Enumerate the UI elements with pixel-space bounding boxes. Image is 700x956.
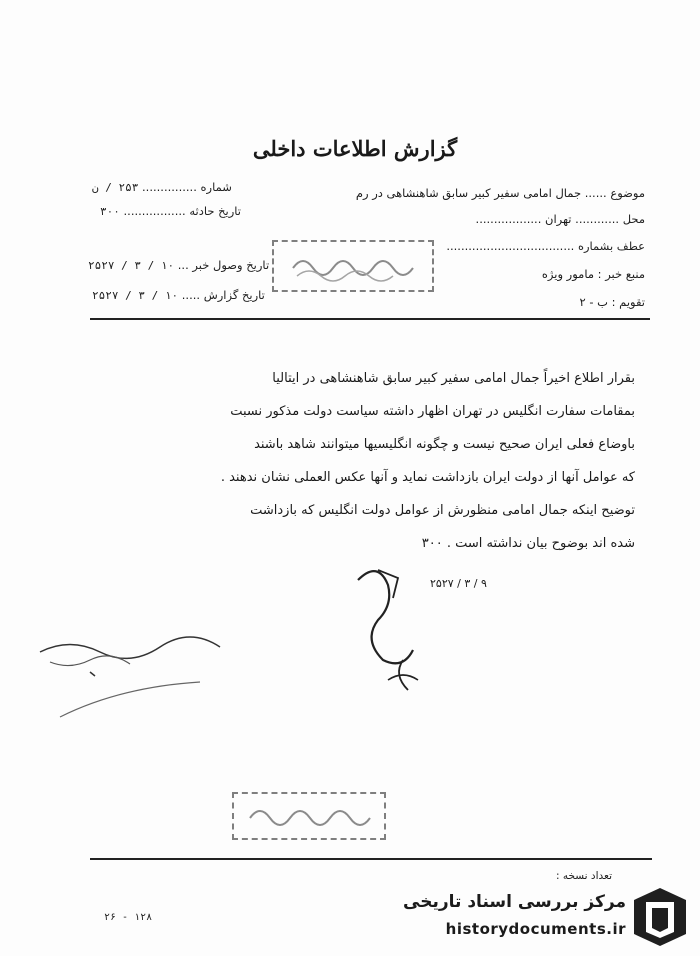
body-line: بقرار اطلاع اخیراً جمال امامی سفیر کبیر سابق شاهنشاهی در ایتالیا — [272, 371, 635, 386]
number-label: شماره — [200, 180, 232, 194]
classification-stamp-top — [272, 240, 434, 292]
incident-date-field: تاریخ حادثه ................. ۳۰۰ — [100, 204, 241, 218]
incident-date-value: ۳۰۰ — [100, 205, 120, 218]
signature-scribble-left — [30, 622, 240, 742]
rating-field: تقویم : ب - ۲ — [579, 295, 645, 309]
signature-scribble-right — [348, 560, 438, 700]
place-label: محل — [622, 212, 645, 226]
rating-value: ب - ۲ — [579, 295, 608, 309]
received-date-label: تاریخ وصول خبر — [192, 258, 270, 272]
handwritten-date-note: ۹ / ۳ / ۲۵۲۷ — [430, 577, 487, 590]
classification-stamp-bottom — [232, 792, 386, 840]
archive-logo — [403, 886, 688, 950]
copies-count-label: تعداد نسخه : — [556, 870, 613, 882]
number-field: شماره ............... ۲۵۳ / ن — [92, 180, 232, 194]
incident-date-label: تاریخ حادثه — [189, 204, 241, 218]
subject-field: موضوع ...... جمال امامی سفیر کبیر سابق شاهنشاهی در رم — [355, 186, 645, 200]
number-value: ۲۵۳ / ن — [92, 181, 139, 194]
attach-field: عطف بشماره ................................... — [446, 239, 645, 253]
logo-url: historydocuments.ir — [445, 920, 626, 938]
stamp-scribble-top — [283, 246, 423, 286]
header-divider — [90, 318, 650, 320]
source-field: منبع خبر : مامور ویژه — [541, 267, 645, 281]
logo-name: مرکز بررسی اسناد تاریخی — [403, 892, 626, 912]
document-title: گزارش اطلاعات داخلی — [252, 136, 458, 161]
body-line: توضیح اینکه جمال امامی منظورش از عوامل دولت انگلیس که بازداشت — [250, 503, 635, 518]
source-label: منبع خبر — [605, 267, 645, 281]
subject-label: موضوع — [610, 186, 645, 200]
attach-label: عطف بشماره — [577, 239, 645, 253]
body-line: بمقامات سفارت انگلیس در تهران اظهار داشته سیاست دولت مذکور نسبت — [230, 404, 635, 419]
body-line: شده اند بوضوح بیان نداشته است . ۳۰۰ — [421, 536, 635, 551]
source-value: مامور ویژه — [541, 267, 594, 281]
body-line: که عوامل آنها از دولت ایران بازداشت نماید و آنها عکس العملی نشان ندهند . — [220, 470, 635, 485]
report-date-field: تاریخ گزارش ..... ۱۰ / ۳ / ۲۵۲۷ — [92, 288, 265, 302]
stamp-scribble-bottom — [242, 798, 376, 834]
archive-emblem-icon — [632, 886, 688, 948]
footer-code: ۲۶ - ۱۲۸ — [104, 912, 153, 923]
report-body — [95, 362, 635, 560]
report-date-label: تاریخ گزارش — [203, 288, 265, 302]
place-field: محل ............ تهران .................. — [475, 212, 645, 226]
rating-label: تقویم — [619, 295, 645, 309]
report-date-value: ۱۰ / ۳ / ۲۵۲۷ — [92, 289, 179, 302]
subject-value: جمال امامی سفیر کبیر سابق شاهنشاهی در رم — [355, 186, 582, 200]
received-date-field: تاریخ وصول خبر ... ۱۰ / ۳ / ۲۵۲۷ — [88, 258, 270, 272]
body-line: باوضاع فعلی ایران صحیح نیست و چگونه انگلیسیها میتوانند شاهد باشند — [254, 437, 635, 452]
received-date-value: ۱۰ / ۳ / ۲۵۲۷ — [88, 259, 175, 272]
place-value: تهران — [545, 212, 572, 226]
footer-divider — [90, 858, 652, 860]
